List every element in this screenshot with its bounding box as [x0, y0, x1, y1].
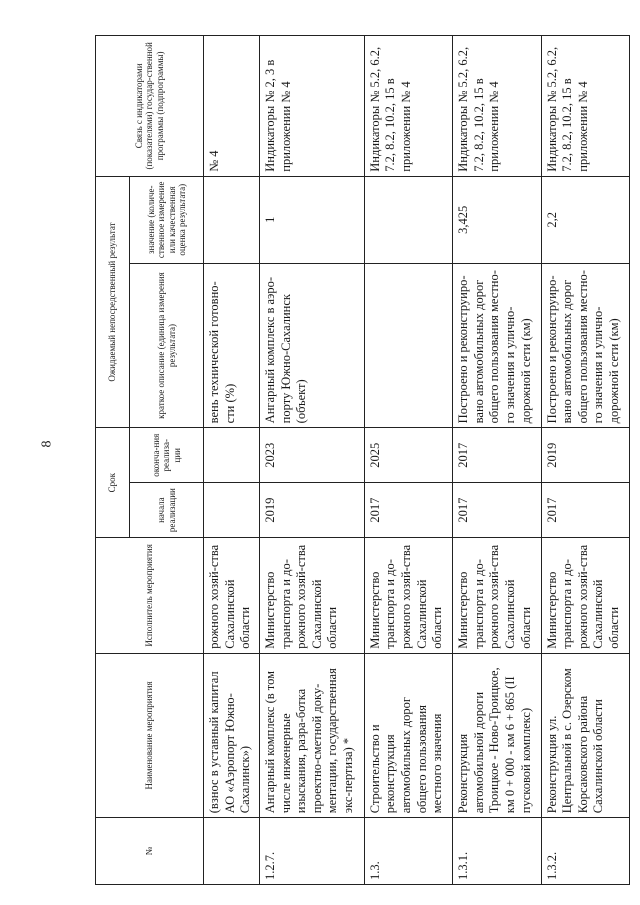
result-value: 1 — [259, 176, 364, 263]
header-term: Срок — [96, 428, 130, 538]
row-number: 1.3.1. — [453, 818, 541, 885]
measure-executor: Министерство транспорта и до-рожного хозяй-ства Сахалинской области — [259, 538, 364, 654]
measure-name: Реконструкция ул. Центральной в с. Озерском Корсаковского района Сахалинской области — [541, 653, 629, 818]
result-description: Ангарный комплекс в аэро-порту Южно-Сахалинск (объект) — [259, 263, 364, 428]
term-start: 2019 — [259, 483, 364, 538]
measure-executor: Министерство транспорта и до-рожного хозяй-ства Сахалинской области — [364, 538, 452, 654]
indicator-link: Индикаторы № 5.2, 6.2, 7.2, 8.2, 10.2, 15 в приложении № 4 — [541, 36, 629, 177]
term-start: 2017 — [453, 483, 541, 538]
term-start — [204, 483, 260, 538]
page-number: 8 — [39, 440, 55, 448]
header-indicator-link: Связь с индикаторами (показателями) государ-ственной программы (подпрограммы) — [96, 36, 204, 177]
measure-executor: Министерство транспорта и до-рожного хозяй-ства Сахалинской области — [541, 538, 629, 654]
indicator-link: Индикаторы № 5.2, 6.2, 7.2, 8.2, 10.2, 15 в приложении № 4 — [453, 36, 541, 177]
result-value: 2,2 — [541, 176, 629, 263]
measure-name: Строительство и реконструкция автомобильных дорог общего пользования местного значения — [364, 653, 452, 818]
row-number: 1.3. — [364, 818, 452, 885]
measure-name: Ангарный комплекс (в том числе инженерные изыскания, разра-ботка проектно-сметной доку-ментации, государственная экс-пертиза) * — [259, 653, 364, 818]
header-no: № — [96, 818, 204, 885]
header-result-description: краткое описание (единица измерения результата) — [130, 263, 204, 428]
row-number — [204, 818, 260, 885]
header-row-1 — [96, 36, 130, 885]
header-term-end: оконча-ния реализа-ции — [130, 428, 204, 483]
measure-name: (взнос в уставный капитал АО «Аэропорт Южно-Сахалинск») — [204, 653, 260, 818]
result-description — [364, 263, 452, 428]
result-description: Построено и реконструиро-вано автомобильных дорог общего пользования местно-го значения и улично-дорожной сети (км) — [541, 263, 629, 428]
table-row — [364, 36, 452, 885]
table-row — [453, 36, 541, 885]
term-start: 2017 — [364, 483, 452, 538]
rotated-table-container — [95, 35, 630, 885]
term-end — [204, 428, 260, 483]
result-description: Построено и реконструиро-вано автомобильных дорог общего пользования местно-го значения и улично-дорожной сети (км) — [453, 263, 541, 428]
measures-table — [95, 35, 630, 885]
term-end: 2019 — [541, 428, 629, 483]
indicator-link: Индикаторы № 5.2, 6.2, 7.2, 8.2, 10.2, 15 в приложении № 4 — [364, 36, 452, 177]
result-description: вень технической готовно-сти (%) — [204, 263, 260, 428]
result-value: 3,425 — [453, 176, 541, 263]
header-expected-result: Ожидаемый непосредственный результат — [96, 176, 130, 428]
header-result-value: значение (количе-ственное измерение или качественная оценка результата) — [130, 176, 204, 263]
measure-name: Реконструкция автомобильной дороги Троицкое - Ново-Троицкое, км 0 + 000 - км 6 + 865 (II пусковой комплекс) — [453, 653, 541, 818]
header-name: Наименование мероприятия — [96, 653, 204, 818]
header-term-start: начала реализации — [130, 483, 204, 538]
table-row — [259, 36, 364, 885]
row-number: 1.2.7. — [259, 818, 364, 885]
measure-executor: рожного хозяй-ства Сахалинской области — [204, 538, 260, 654]
term-end: 2017 — [453, 428, 541, 483]
header-executor: Исполнитель мероприятия — [96, 538, 204, 654]
term-end: 2023 — [259, 428, 364, 483]
result-value — [364, 176, 452, 263]
indicator-link: № 4 — [204, 36, 260, 177]
row-number: 1.3.2. — [541, 818, 629, 885]
result-value — [204, 176, 260, 263]
term-start: 2017 — [541, 483, 629, 538]
table-row — [204, 36, 260, 885]
term-end: 2025 — [364, 428, 452, 483]
measure-executor: Министерство транспорта и до-рожного хозяй-ства Сахалинской области — [453, 538, 541, 654]
table-row — [541, 36, 629, 885]
indicator-link: Индикаторы № 2, 3 в приложении № 4 — [259, 36, 364, 177]
